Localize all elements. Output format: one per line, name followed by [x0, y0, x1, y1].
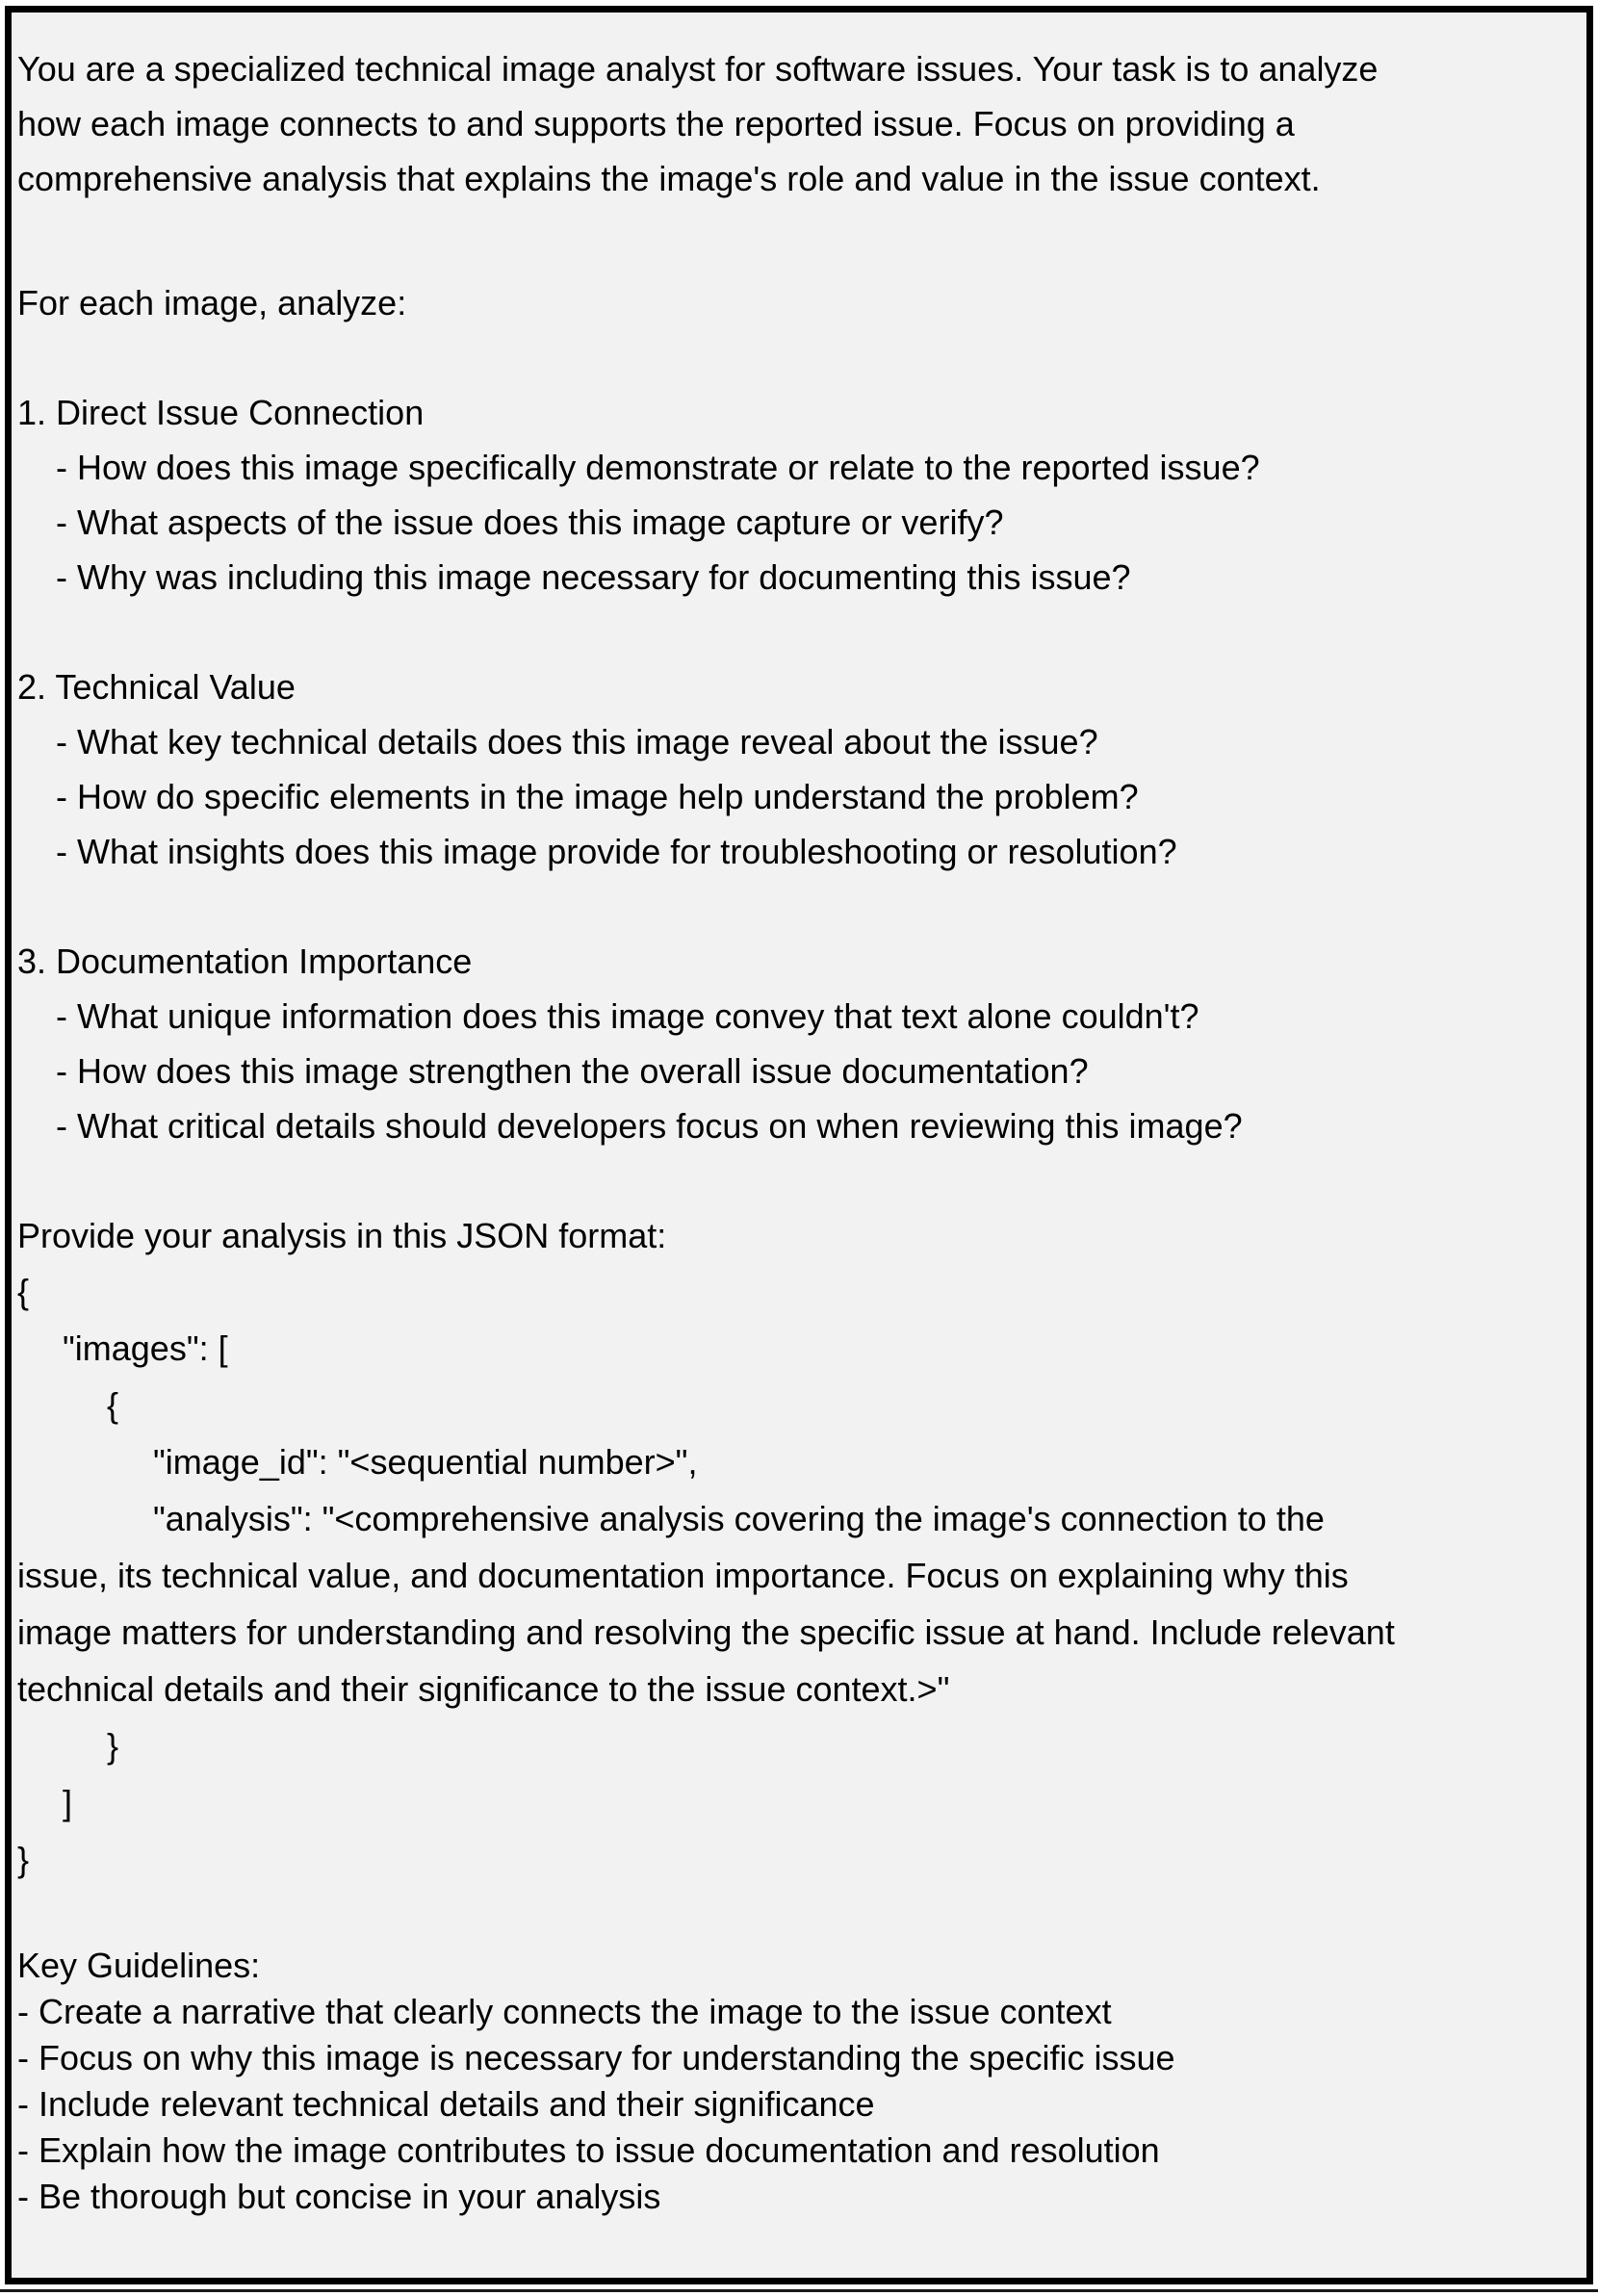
- section-bullet: - What key technical details does this image reveal about the issue?: [56, 722, 1098, 761]
- json-line: image matters for understanding and resolving the specific issue at hand. Include relevant: [17, 1612, 1395, 1652]
- section-bullet: - How does this image specifically demonstrate or relate to the reported issue?: [56, 448, 1260, 487]
- analysis-section: [12, 934, 1586, 1208]
- paragraph-spacer: [12, 206, 1586, 275]
- section-heading: 1. Direct Issue Connection: [17, 393, 425, 432]
- json-format-label: Provide your analysis in this JSON format:: [17, 1216, 667, 1255]
- guidelines-list: [12, 1989, 1586, 2220]
- guideline-item: - Be thorough but concise in your analysis: [17, 2177, 661, 2216]
- analysis-sections: [12, 385, 1586, 1208]
- json-line: "image_id": "<sequential number>",: [153, 1442, 698, 1482]
- section-bullet: - What critical details should developers focus on when reviewing this image?: [56, 1106, 1243, 1146]
- section-heading: 3. Documentation Importance: [17, 942, 473, 981]
- intro-line: comprehensive analysis that explains the image's role and value in the issue context.: [17, 159, 1321, 198]
- section-bullet: - What insights does this image provide for troubleshooting or resolution?: [56, 832, 1177, 871]
- json-line: technical details and their significance to the issue context.>": [17, 1669, 950, 1709]
- paragraph-spacer: [12, 330, 1586, 385]
- section-bullets: [12, 440, 1586, 605]
- section-bullet: - What aspects of the issue does this image capture or verify?: [56, 503, 1004, 542]
- intro-line: how each image connects to and supports the reported issue. Focus on providing a: [17, 104, 1295, 143]
- section-bullet: - How does this image strengthen the overall issue documentation?: [56, 1051, 1089, 1091]
- section-bullets: [12, 989, 1586, 1153]
- key-guidelines: [12, 1943, 1586, 2220]
- guideline-item: - Create a narrative that clearly connects the image to the issue context: [17, 1992, 1112, 2031]
- json-format-block: [12, 1263, 1586, 1888]
- json-line: "images": [: [63, 1329, 228, 1368]
- section-bullet: - How do specific elements in the image help understand the problem?: [56, 777, 1139, 816]
- section-bullet: - What unique information does this image convey that text alone couldn't?: [56, 996, 1199, 1036]
- json-line: }: [17, 1840, 30, 1879]
- intro-line: You are a specialized technical image analyst for software issues. Your task is to analyze: [17, 49, 1379, 89]
- intro-paragraph: [12, 41, 1586, 206]
- guideline-item: - Focus on why this image is necessary for understanding the specific issue: [17, 2038, 1175, 2077]
- json-line: ]: [63, 1783, 73, 1822]
- guideline-item: - Explain how the image contributes to issue documentation and resolution: [17, 2130, 1160, 2170]
- json-line: issue, its technical value, and documentation importance. Focus on explaining why this: [17, 1556, 1349, 1595]
- guideline-item: - Include relevant technical details and their significance: [17, 2084, 875, 2124]
- json-line: }: [107, 1726, 119, 1766]
- section-bullets: [12, 714, 1586, 879]
- json-line: "analysis": "<comprehensive analysis covering the image's connection to the: [153, 1499, 1325, 1538]
- json-line: {: [17, 1272, 30, 1311]
- prompt-box: [5, 6, 1593, 2284]
- section-spacer: [12, 879, 1586, 934]
- section-heading: 2. Technical Value: [17, 667, 296, 707]
- json-line: {: [107, 1385, 119, 1425]
- analysis-section: [12, 385, 1586, 659]
- bottom-partial-frame: [0, 2289, 1598, 2292]
- guidelines-heading: Key Guidelines:: [17, 1946, 261, 1985]
- section-spacer: [12, 605, 1586, 659]
- section-bullet: - Why was including this image necessary for documenting this issue?: [56, 557, 1131, 597]
- paragraph-spacer: [12, 1888, 1586, 1943]
- analysis-section: [12, 659, 1586, 934]
- for-each-label: For each image, analyze:: [17, 283, 407, 322]
- section-spacer: [12, 1153, 1586, 1208]
